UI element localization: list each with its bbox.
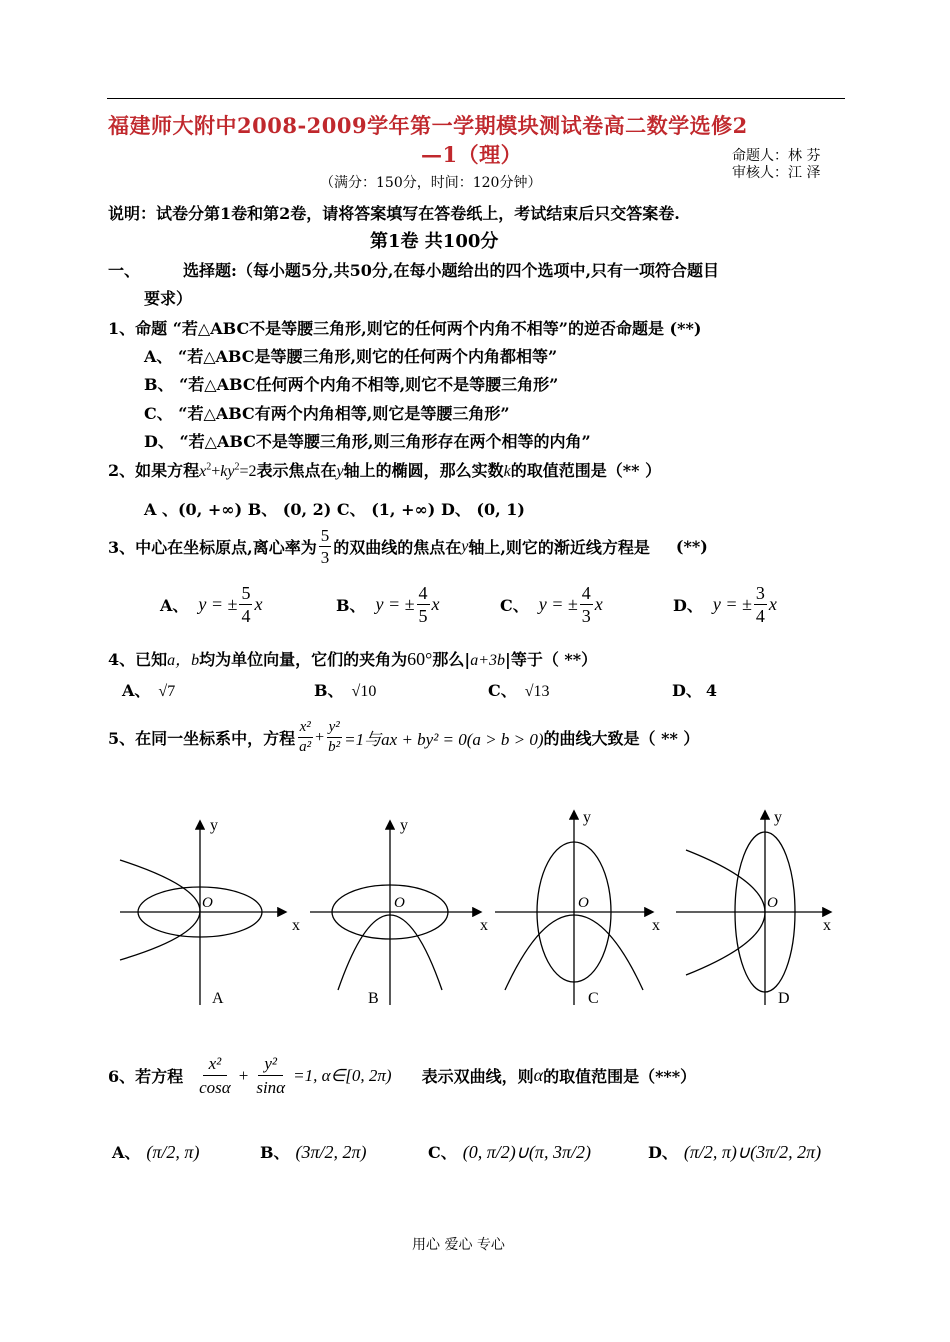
figure-a-x-label: x (292, 917, 300, 934)
q6-option-a: A、 (π/2, π) (112, 1142, 200, 1162)
part-title: 第1卷 共100分 (370, 231, 499, 252)
figure-d-x-label: x (823, 917, 831, 934)
q6-option-b: B、 (3π/2, 2π) (260, 1142, 367, 1162)
figure-d (676, 809, 831, 1007)
figure-b-origin-label: O (394, 895, 405, 911)
figure-c (495, 809, 660, 1007)
top-rule (107, 98, 845, 99)
section-text-line2: 要求） (144, 289, 193, 308)
figure-a-origin-label: O (202, 895, 213, 911)
figure-d-y-label: y (774, 809, 782, 826)
section-label: 一、 (108, 261, 141, 280)
q4-option-c: C、 √13 (488, 681, 550, 700)
q1-option-b: B、 “若△ABC任何两个内角不相等,则它不是等腰三角形” (144, 375, 559, 394)
figure-a-letter: A (212, 990, 224, 1007)
reviewer-label: 审核人：江 泽 (732, 165, 821, 181)
q4-option-a: A、 √7 (122, 681, 176, 700)
q1-option-c: C、 “若△ABC有两个内角相等,则它是等腰三角形” (144, 404, 510, 423)
q6-stem: 6、若方程 $\frac{\text{x²}}{\cos\alpha}$ + $\frac{\text{y²}}{\sin\alpha}$ =1, α∈[0, 2π) 表示双曲线，则 α 的取值范围是（***） (108, 1054, 697, 1097)
q1-option-a: A、 “若△ABC是等腰三角形,则它的任何两个内角都相等” (144, 347, 558, 366)
exam-title-line1: 福建师大附中2008-2009学年第一学期模块测试卷高二数学选修2 (108, 113, 748, 138)
figure-b-letter: B (368, 990, 379, 1007)
q1-option-d: D、 “若△ABC不是等腰三角形,则三角形存在两个相等的内角” (144, 432, 591, 451)
q2-stem: 2、如果方程$x^2+ky^2=2$表示焦点在y轴上的椭圆，那么实数k的取值范围是（** ） (108, 461, 662, 480)
footer-text: 用心 爱心 专心 (412, 1237, 505, 1253)
q3-stem: 3、中心在坐标原点,离心率为 $\frac{5}{3}$ 的双曲线的焦点在 y 轴上,则它的渐近线方程是 (**) (108, 526, 708, 567)
q6-option-d: D、 (π/2, π)∪(3π/2, 2π) (648, 1142, 822, 1162)
q4-option-d: D、 4 (672, 681, 718, 700)
figure-d-letter: D (778, 990, 790, 1007)
q3-eccentricity-fraction: $\frac{5}{3}$ (320, 526, 330, 567)
figure-c-x-label: x (652, 917, 660, 934)
q3-option-d: D、 y = ± $\frac{3}{4}$ x (673, 583, 777, 626)
figure-c-origin-label: O (578, 895, 589, 911)
figure-a-y-label: y (210, 817, 218, 834)
q3-option-b: B、 y = ± $\frac{4}{5}$ x (336, 583, 440, 626)
figure-a (120, 817, 300, 1007)
q3-option-a: A、 y = ± $\frac{5}{4}$ x (160, 583, 263, 626)
figure-d-origin-label: O (767, 895, 778, 911)
exam-title-line2: —1（理） (421, 142, 523, 167)
figure-b (310, 817, 488, 1007)
instructions: 说明：试卷分第1卷和第2卷，请将答案填写在答卷纸上，考试结束后只交答案卷. (108, 204, 680, 223)
q4-option-b: B、 √10 (314, 681, 377, 700)
q5-stem: 5、在同一坐标系中，方程 $\frac{\text{x²}}{\text{a²}}$ + $\frac{\text{y²}}{\text{b²}}$ =1与ax + by² = 0(a > b > 0) 的曲线大致是（ ** ） (108, 719, 700, 755)
figure-c-y-label: y (583, 809, 591, 826)
figure-b-x-label: x (480, 917, 488, 934)
q1-stem: 1、命题 “若△ABC不是等腰三角形,则它的任何两个内角不相等”的逆否命题是 (**) (108, 319, 702, 338)
section-text-line1: 选择题:（每小题5分,共50分,在每小题给出的四个选项中,只有一项符合题目 (183, 261, 720, 280)
figure-c-letter: C (588, 990, 599, 1007)
q3-option-c: C、 y = ± $\frac{4}{3}$ x (500, 583, 603, 626)
q2-options: A 、(0, +∞) B、 (0, 2) C、 (1, +∞) D、 (0, 1) (144, 500, 525, 519)
figure-b-y-label: y (400, 817, 408, 834)
author-label: 命题人：林 芬 (732, 148, 821, 164)
q4-stem: 4、已知a，b均为单位向量，它们的夹角为60°那么|a+3b|等于（ **） (108, 649, 598, 669)
q5-figures (110, 800, 840, 1015)
q6-option-c: C、 (0, π/2)∪(π, 3π/2) (428, 1142, 591, 1162)
score-time: （满分：150分，时间：120分钟） (320, 175, 542, 191)
